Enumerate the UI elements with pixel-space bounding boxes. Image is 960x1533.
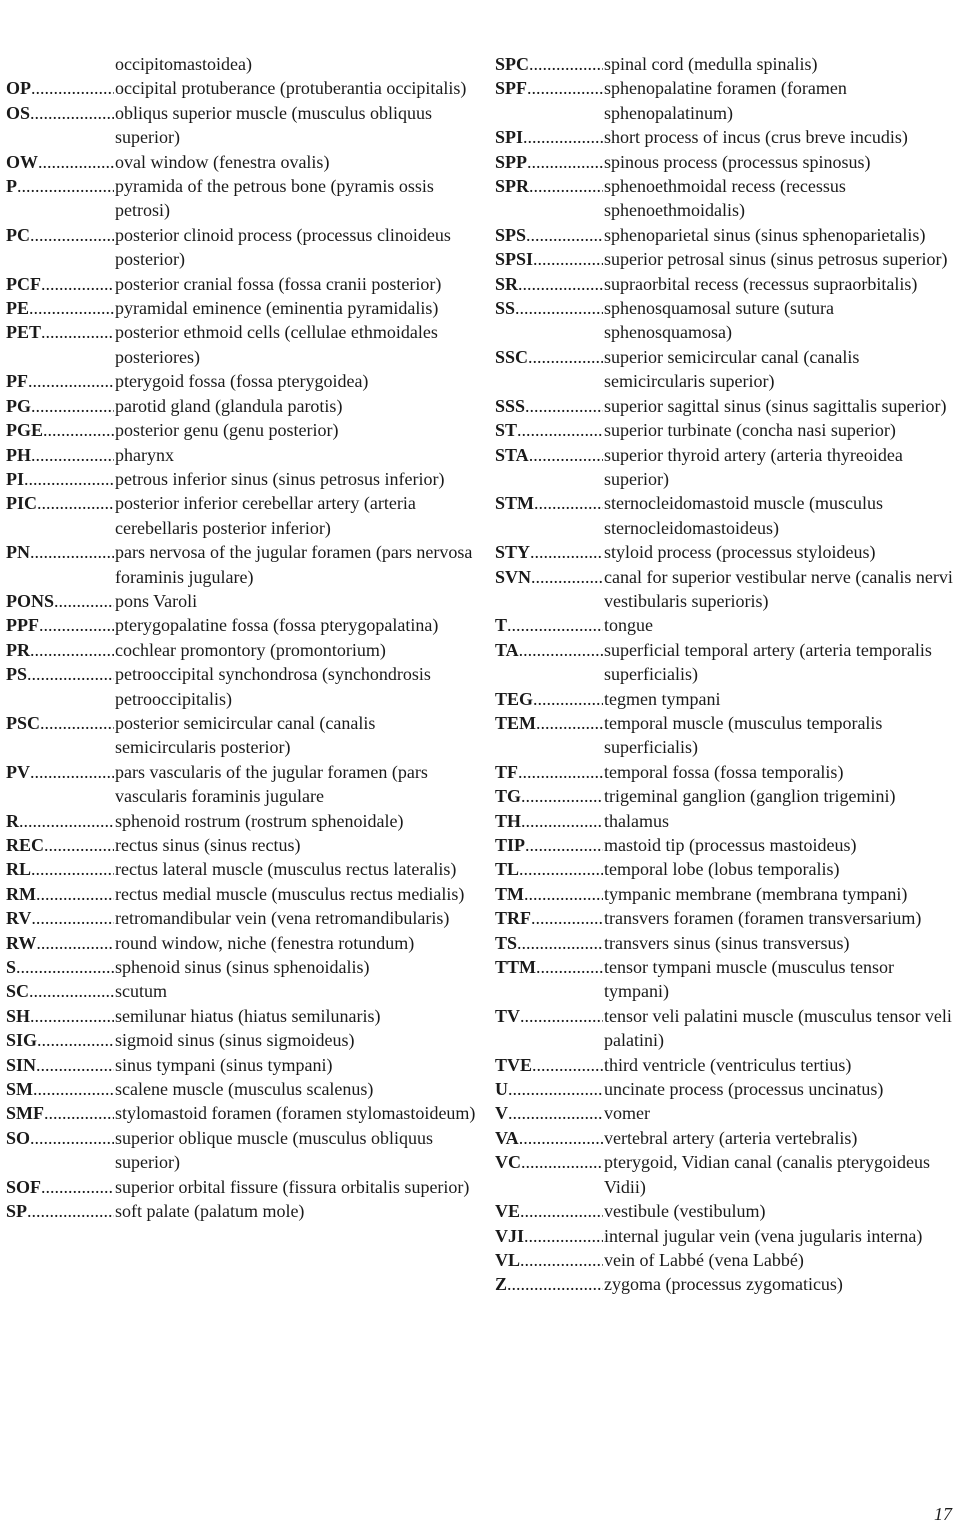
abbreviation-definition: petrous inferior sinus (sinus petrosus inferior) — [115, 468, 445, 489]
abbreviation-definition: short process of incus (crus breve incudis) — [604, 127, 908, 148]
abbreviation-term: VC ..... — [495, 1150, 603, 1174]
abbreviation-term: TA ..... — [495, 638, 603, 662]
abbreviation-entry — [6, 906, 476, 930]
abbreviation-entry — [495, 760, 955, 784]
abbreviation-definition: trigeminal ganglion (ganglion trigemini) — [604, 786, 896, 807]
abbreviation-term: OW ..... — [6, 150, 114, 174]
abbreviation-definition: pars nervosa of the jugular foramen (pars nervosa foraminis jugulare) — [115, 542, 473, 587]
abbreviation-term: SM ..... — [6, 1077, 114, 1101]
abbreviation-term: PG ..... — [6, 394, 114, 418]
abbreviation-term: PSC ..... — [6, 711, 114, 735]
abbreviation-definition: sphenosquamosal suture (sutura sphenosquamosa) — [604, 298, 834, 343]
abbreviation-definition: tensor veli palatini muscle (musculus tensor veli palatini) — [604, 1005, 952, 1051]
abbreviation-definition: pterygoid, Vidian canal (canalis pterygoideus Vidii) — [604, 1152, 930, 1197]
abbreviation-entry — [6, 1004, 476, 1028]
abbreviation-entry — [6, 882, 476, 906]
abbreviation-entry — [495, 1126, 955, 1150]
abbreviation-term: SPI ..... — [495, 125, 603, 149]
abbreviation-term: STM ..... — [495, 491, 603, 515]
abbreviation-definition: transvers foramen (foramen transversarium) — [604, 908, 922, 929]
abbreviation-entry — [6, 1199, 476, 1223]
abbreviation-definition: superior turbinate (concha nasi superior) — [604, 420, 896, 441]
abbreviation-term: TEG ..... — [495, 687, 603, 711]
abbreviation-entry — [495, 857, 955, 881]
abbreviation-entry — [6, 491, 476, 540]
abbreviation-definition: sphenopalatine foramen (foramen sphenopalatinum) — [604, 78, 847, 123]
abbreviation-definition: posterior semicircular canal (canalis semicircularis posterior) — [115, 712, 376, 758]
abbreviation-term: P ..... — [6, 174, 114, 198]
abbreviation-entry — [495, 638, 955, 687]
abbreviation-term: SPF ..... — [495, 76, 603, 100]
abbreviation-definition: stylomastoid foramen (foramen stylomastoideum) — [115, 1103, 476, 1124]
abbreviation-definition: temporal fossa (fossa temporalis) — [604, 761, 844, 782]
abbreviation-definition: posterior ethmoid cells (cellulae ethmoidales posteriores) — [115, 322, 438, 367]
abbreviation-definition: posterior inferior cerebellar artery (arteria cerebellaris posterior inferior) — [115, 493, 416, 538]
abbreviation-definition: tensor tympani muscle (musculus tensor tympani) — [604, 957, 894, 1002]
abbreviation-term: TRF ..... — [495, 906, 603, 930]
abbreviation-term: REC ..... — [6, 833, 114, 857]
abbreviation-term: PV ..... — [6, 760, 114, 784]
abbreviation-definition: soft palate (palatum mole) — [115, 1201, 305, 1222]
abbreviation-term: PONS ..... — [6, 589, 114, 613]
abbreviation-entry — [495, 1272, 955, 1296]
abbreviation-term: SR ..... — [495, 272, 603, 296]
abbreviation-entry — [6, 638, 476, 662]
abbreviation-term: T ..... — [495, 613, 603, 637]
abbreviation-term: RV ..... — [6, 906, 114, 930]
abbreviation-term: TL ..... — [495, 857, 603, 881]
abbreviation-term: SOF ..... — [6, 1175, 114, 1199]
abbreviation-entry — [495, 613, 955, 637]
abbreviation-term: SIG ..... — [6, 1028, 114, 1052]
abbreviation-entry — [6, 369, 476, 393]
abbreviation-entry — [6, 394, 476, 418]
abbreviation-definition: styloid process (processus styloideus) — [604, 542, 876, 563]
abbreviation-entry — [6, 1028, 476, 1052]
abbreviation-entry — [6, 857, 476, 881]
abbreviation-term: PIC ..... — [6, 491, 114, 515]
abbreviation-definition: internal jugular vein (vena jugularis interna) — [604, 1225, 923, 1246]
abbreviation-term: TF ..... — [495, 760, 603, 784]
abbreviation-entry — [495, 931, 955, 955]
abbreviation-term: TVE ..... — [495, 1053, 603, 1077]
abbreviation-definition: superior semicircular canal (canalis semicircularis superior) — [604, 346, 860, 392]
abbreviation-term: SPS ..... — [495, 223, 603, 247]
abbreviation-definition: scalene muscle (musculus scalenus) — [115, 1079, 374, 1100]
abbreviation-entry — [6, 272, 476, 296]
abbreviation-term: S ..... — [6, 955, 114, 979]
abbreviation-entry — [6, 833, 476, 857]
abbreviation-definition: scutum — [115, 981, 167, 1002]
abbreviation-definition: posterior genu (genu posterior) — [115, 420, 339, 441]
abbreviation-entry — [6, 418, 476, 442]
abbreviation-entry — [495, 1224, 955, 1248]
abbreviation-definition: mastoid tip (processus mastoideus) — [604, 835, 857, 855]
abbreviation-definition: rectus lateral muscle (musculus rectus lateralis) — [115, 859, 457, 880]
abbreviation-entry — [6, 760, 476, 809]
abbreviation-definition: temporal muscle (musculus temporalis superficialis) — [604, 712, 883, 758]
abbreviation-definition: vein of Labbé (vena Labbé) — [604, 1249, 804, 1270]
abbreviation-term: ST ..... — [495, 418, 603, 442]
abbreviation-term: SPSI ..... — [495, 247, 603, 271]
abbreviation-definition: sinus tympani (sinus tympani) — [115, 1054, 333, 1075]
abbreviation-definition: transvers sinus (sinus transversus) — [604, 932, 850, 953]
abbreviation-term: RM ..... — [6, 882, 114, 906]
abbreviation-definition: zygoma (processus zygomaticus) — [604, 1274, 843, 1295]
abbreviation-definition: tongue — [604, 615, 653, 636]
abbreviation-entry — [495, 833, 955, 857]
abbreviation-definition: sphenoethmoidal recess (recessus sphenoethmoidalis) — [604, 176, 846, 221]
abbreviation-term: Z ..... — [495, 1272, 603, 1296]
abbreviation-term: PF ..... — [6, 369, 114, 393]
abbreviation-term: RL ..... — [6, 857, 114, 881]
abbreviation-definition: spinous process (processus spinosus) — [604, 151, 871, 172]
abbreviation-term: SPC ..... — [495, 52, 603, 76]
abbreviation-entry — [6, 150, 476, 174]
abbreviation-entry — [6, 467, 476, 491]
abbreviation-entry — [495, 1077, 955, 1101]
abbreviation-definition: supraorbital recess (recessus supraorbitalis) — [604, 273, 918, 294]
abbreviation-term: VL ..... — [495, 1248, 603, 1272]
abbreviation-entry — [495, 394, 955, 418]
abbreviation-entry — [495, 1248, 955, 1272]
abbreviation-definition: pharynx — [115, 444, 174, 465]
abbreviation-entry — [495, 906, 955, 930]
abbreviation-entry — [6, 1053, 476, 1077]
abbreviation-term: PET ..... — [6, 320, 114, 344]
abbreviation-entry — [495, 540, 955, 564]
abbreviation-definition: pyramida of the petrous bone (pyramis ossis petrosi) — [115, 176, 434, 221]
abbreviation-entry — [6, 711, 476, 760]
abbreviation-entry — [6, 979, 476, 1003]
abbreviation-term: SSS ..... — [495, 394, 603, 418]
abbreviation-definition: parotid gland (glandula parotis) — [115, 395, 343, 416]
abbreviation-entry — [6, 1101, 476, 1125]
abbreviation-definition: superior thyroid artery (arteria thyreoidea superior) — [604, 444, 903, 489]
abbreviation-definition: superior orbital fissure (fissura orbitalis superior) — [115, 1176, 470, 1197]
abbreviation-term: V ..... — [495, 1101, 603, 1125]
abbreviation-entry — [6, 931, 476, 955]
abbreviation-term: TV ..... — [495, 1004, 603, 1028]
abbreviation-definition: temporal lobe (lobus temporalis) — [604, 859, 840, 880]
abbreviation-entry — [495, 491, 955, 540]
abbreviation-entry — [495, 418, 955, 442]
abbreviation-definition: posterior clinoid process (processus clinoideus posterior) — [115, 224, 451, 270]
abbreviation-term: PS ..... — [6, 662, 114, 686]
abbreviation-term: RW ..... — [6, 931, 114, 955]
abbreviation-term: SSC ..... — [495, 345, 603, 369]
abbreviation-entry — [495, 443, 955, 492]
abbreviation-entry — [6, 589, 476, 613]
abbreviation-definition: posterior cranial fossa (fossa cranii posterior) — [115, 273, 442, 294]
abbreviation-list-right-column — [495, 52, 955, 1297]
abbreviation-term: TTM ..... — [495, 955, 603, 979]
abbreviation-definition: sternocleidomastoid muscle (musculus sternocleidomastoideus) — [604, 493, 883, 538]
abbreviation-entry — [495, 784, 955, 808]
abbreviation-term: SMF ..... — [6, 1101, 114, 1125]
abbreviation-entry — [495, 296, 955, 345]
abbreviation-entry — [495, 52, 955, 76]
abbreviation-definition: round window, niche (fenestra rotundum) — [115, 932, 415, 953]
abbreviation-entry — [6, 101, 476, 150]
abbreviation-entry — [6, 296, 476, 320]
abbreviation-definition: pars vascularis of the jugular foramen (pars vascularis foraminis jugulare — [115, 761, 428, 807]
abbreviation-entry — [6, 1175, 476, 1199]
abbreviation-term: TS ..... — [495, 931, 603, 955]
abbreviation-definition: pons Varoli — [115, 590, 198, 611]
abbreviation-term: OP ..... — [6, 76, 114, 100]
abbreviation-term: SIN ..... — [6, 1053, 114, 1077]
abbreviation-entry — [6, 443, 476, 467]
abbreviation-definition: vestibule (vestibulum) — [604, 1201, 766, 1222]
abbreviation-term: SH ..... — [6, 1004, 114, 1028]
abbreviation-entry — [495, 76, 955, 125]
abbreviation-definition: petrooccipital synchondrosa (synchondrosis petrooccipitalis) — [115, 664, 431, 709]
abbreviation-definition: superior petrosal sinus (sinus petrosus superior) — [604, 249, 948, 270]
abbreviation-term: U ..... — [495, 1077, 603, 1101]
abbreviation-term: R ..... — [6, 809, 114, 833]
abbreviation-term: SC ..... — [6, 979, 114, 1003]
abbreviation-definition: obliqus superior muscle (musculus obliquus superior) — [115, 102, 432, 148]
abbreviation-term: SS ..... — [495, 296, 603, 320]
abbreviation-term: STY ..... — [495, 540, 603, 564]
abbreviation-entry — [6, 223, 476, 272]
abbreviation-term: PC ..... — [6, 223, 114, 247]
abbreviation-term: PE ..... — [6, 296, 114, 320]
abbreviation-entry — [6, 1126, 476, 1175]
abbreviation-entry — [495, 125, 955, 149]
abbreviation-entry — [6, 76, 476, 100]
abbreviation-entry — [495, 687, 955, 711]
abbreviation-entry — [6, 662, 476, 711]
abbreviation-definition: tegmen tympani — [604, 688, 721, 709]
abbreviation-definition: cochlear promontory (promontorium) — [115, 639, 386, 660]
page-number: 17 — [934, 1504, 952, 1524]
abbreviation-term: PR ..... — [6, 638, 114, 662]
abbreviation-definition: retromandibular vein (vena retromandibularis) — [115, 908, 450, 929]
abbreviation-entry — [495, 1053, 955, 1077]
abbreviation-definition: canal for superior vestibular nerve (canalis nervi vestibularis superioris) — [604, 566, 953, 611]
abbreviation-entry — [6, 540, 476, 589]
abbreviation-term: SO ..... — [6, 1126, 114, 1150]
abbreviation-entry — [495, 247, 955, 271]
abbreviation-term: PPF ..... — [6, 613, 114, 637]
abbreviation-entry — [495, 1199, 955, 1223]
abbreviation-definition: superior oblique muscle (musculus obliquus superior) — [115, 1127, 433, 1173]
abbreviation-entry — [495, 1101, 955, 1125]
abbreviation-definition: vertebral artery (arteria vertebralis) — [604, 1127, 858, 1148]
abbreviation-term: SP ..... — [6, 1199, 114, 1223]
abbreviation-term: PI ..... — [6, 467, 114, 491]
abbreviation-entry — [495, 565, 955, 614]
abbreviation-definition: third ventricle (ventriculus tertius) — [604, 1054, 852, 1075]
abbreviation-term: VE ..... — [495, 1199, 603, 1223]
abbreviation-definition: pterygopalatine fossa (fossa pterygopalatina) — [115, 615, 439, 636]
abbreviation-entry — [495, 150, 955, 174]
abbreviation-term: VA ..... — [495, 1126, 603, 1150]
abbreviation-entry — [6, 1077, 476, 1101]
abbreviation-term: PN ..... — [6, 540, 114, 564]
abbreviation-term: SVN ..... — [495, 565, 603, 589]
abbreviation-definition: rectus sinus (sinus rectus) — [115, 835, 301, 855]
abbreviation-definition: sphenoid sinus (sinus sphenoidalis) — [115, 957, 370, 978]
abbreviation-definition: rectus medial muscle (musculus rectus medialis) — [115, 883, 465, 904]
abbreviation-entry — [495, 711, 955, 760]
abbreviation-entry — [495, 1150, 955, 1199]
abbreviation-definition: uncinate process (processus uncinatus) — [604, 1079, 884, 1100]
abbreviation-term: TM ..... — [495, 882, 603, 906]
abbreviation-entry — [495, 882, 955, 906]
abbreviation-definition: sphenoparietal sinus (sinus sphenoparietalis) — [604, 224, 926, 245]
abbreviation-entry — [495, 809, 955, 833]
abbreviation-entry — [495, 174, 955, 223]
abbreviation-entry — [6, 613, 476, 637]
abbreviation-entry — [6, 52, 476, 76]
abbreviation-term: SPR ..... — [495, 174, 603, 198]
abbreviation-entry — [6, 320, 476, 369]
abbreviation-entry — [495, 955, 955, 1004]
abbreviation-definition: pyramidal eminence (eminentia pyramidalis) — [115, 298, 439, 319]
abbreviation-term: PCF ..... — [6, 272, 114, 296]
abbreviation-term: TH ..... — [495, 809, 603, 833]
abbreviation-list-left-column — [6, 52, 476, 1224]
abbreviation-definition: sigmoid sinus (sinus sigmoideus) — [115, 1030, 355, 1051]
abbreviation-definition: superficial temporal artery (arteria temporalis superficialis) — [604, 639, 932, 685]
abbreviation-definition: superior sagittal sinus (sinus sagittalis superior) — [604, 395, 947, 416]
abbreviation-term: STA ..... — [495, 443, 603, 467]
abbreviation-term: OS ..... — [6, 101, 114, 125]
abbreviation-entry — [6, 955, 476, 979]
abbreviation-definition: semilunar hiatus (hiatus semilunaris) — [115, 1005, 381, 1026]
abbreviation-entry — [6, 809, 476, 833]
abbreviation-definition: vomer — [604, 1103, 650, 1124]
abbreviation-definition: sphenoid rostrum (rostrum sphenoidale) — [115, 810, 404, 831]
abbreviation-entry — [495, 223, 955, 247]
abbreviation-term: TEM ..... — [495, 711, 603, 735]
abbreviation-definition: oval window (fenestra ovalis) — [115, 151, 330, 172]
abbreviation-term: PH ..... — [6, 443, 114, 467]
abbreviation-entry — [495, 345, 955, 394]
abbreviation-term: TIP ..... — [495, 833, 603, 857]
abbreviation-term: PGE ..... — [6, 418, 114, 442]
abbreviation-entry — [6, 174, 476, 223]
abbreviation-definition: spinal cord (medulla spinalis) — [604, 54, 818, 74]
abbreviation-term: TG ..... — [495, 784, 603, 808]
abbreviation-definition: tympanic membrane (membrana tympani) — [604, 883, 908, 904]
abbreviation-entry — [495, 272, 955, 296]
abbreviation-definition: pterygoid fossa (fossa pterygoidea) — [115, 371, 369, 392]
abbreviation-term: VJI ..... — [495, 1224, 603, 1248]
abbreviation-entry — [495, 1004, 955, 1053]
abbreviation-definition: occipital protuberance (protuberantia occipitalis) — [115, 78, 467, 99]
abbreviation-definition: occipitomastoidea) — [115, 54, 252, 74]
abbreviation-definition: thalamus — [604, 810, 669, 831]
abbreviation-term: SPP ..... — [495, 150, 603, 174]
